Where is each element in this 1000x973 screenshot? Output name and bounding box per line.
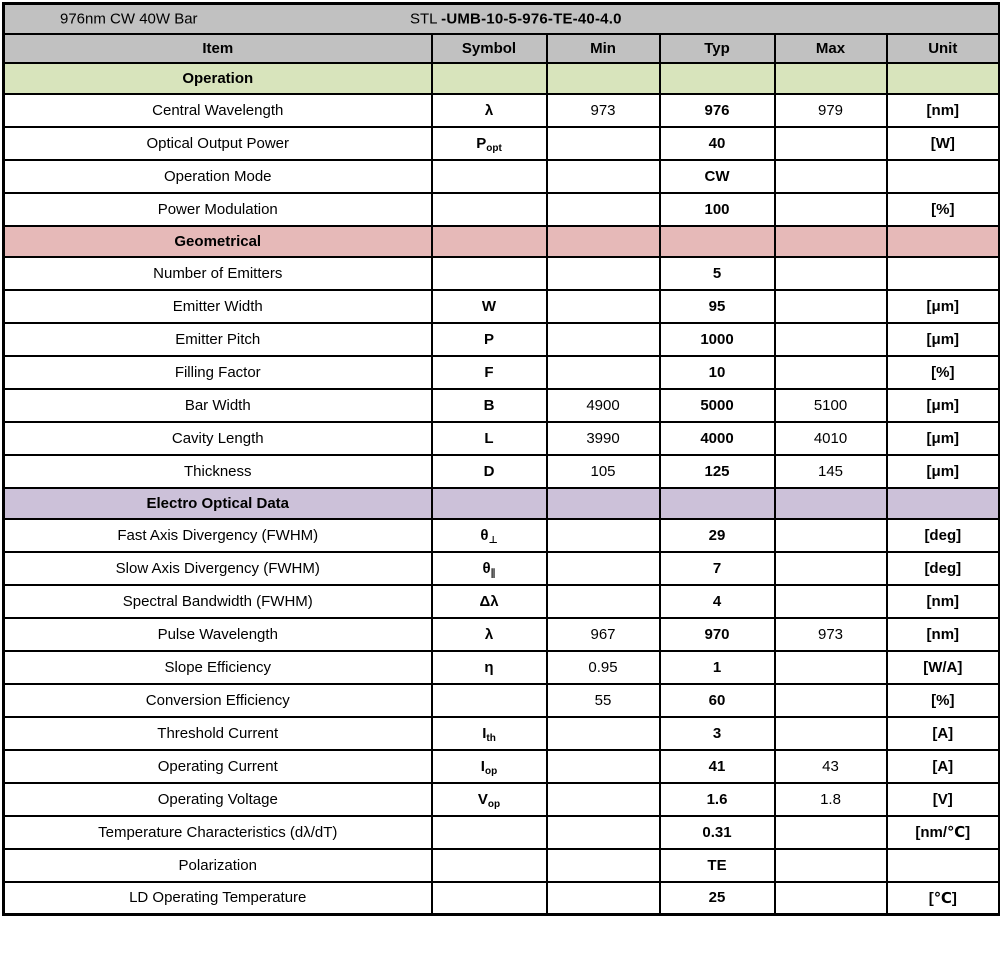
cell-item: Emitter Width bbox=[4, 290, 432, 323]
spec-row bbox=[4, 422, 1000, 455]
spec-row bbox=[4, 290, 1000, 323]
cell-item: Emitter Pitch bbox=[4, 323, 432, 356]
cell-item: LD Operating Temperature bbox=[4, 882, 432, 915]
cell-symbol bbox=[432, 160, 547, 193]
cell-item: Fast Axis Divergency (FWHM) bbox=[4, 519, 432, 552]
cell-min: 967 bbox=[547, 618, 660, 651]
cell-min bbox=[547, 519, 660, 552]
title-cell bbox=[4, 4, 1000, 34]
cell-symbol: λ bbox=[432, 618, 547, 651]
cell-min bbox=[547, 750, 660, 783]
cell-min bbox=[547, 323, 660, 356]
cell-symbol: D bbox=[432, 455, 547, 488]
cell-unit: [nm] bbox=[887, 585, 1000, 618]
cell-max bbox=[775, 651, 887, 684]
section-title: Electro Optical Data bbox=[4, 488, 432, 519]
cell-typ: 0.31 bbox=[660, 816, 775, 849]
cell-item: Central Wavelength bbox=[4, 94, 432, 127]
cell-unit: [W] bbox=[887, 127, 1000, 160]
spec-row bbox=[4, 257, 1000, 290]
cell-typ: 4 bbox=[660, 585, 775, 618]
cell-unit: [nm] bbox=[887, 618, 1000, 651]
cell-symbol: $I_{op}$ bbox=[432, 750, 547, 783]
cell-item: Number of Emitters bbox=[4, 257, 432, 290]
cell-typ: 970 bbox=[660, 618, 775, 651]
cell-typ: 4000 bbox=[660, 422, 775, 455]
cell-typ: TE bbox=[660, 849, 775, 882]
cell-typ: 41 bbox=[660, 750, 775, 783]
cell-item: Conversion Efficiency bbox=[4, 684, 432, 717]
cell-unit: [nm] bbox=[887, 94, 1000, 127]
section-empty-cell bbox=[775, 488, 887, 519]
cell-min bbox=[547, 585, 660, 618]
spec-row bbox=[4, 323, 1000, 356]
section-empty-cell bbox=[547, 488, 660, 519]
cell-unit bbox=[887, 160, 1000, 193]
cell-symbol: L bbox=[432, 422, 547, 455]
symbol-subscript: th bbox=[486, 732, 496, 744]
cell-typ: 976 bbox=[660, 94, 775, 127]
cell-max bbox=[775, 257, 887, 290]
cell-symbol bbox=[432, 882, 547, 915]
cell-unit: [μm] bbox=[887, 422, 1000, 455]
cell-typ: 29 bbox=[660, 519, 775, 552]
cell-typ: 40 bbox=[660, 127, 775, 160]
cell-item: Slope Efficiency bbox=[4, 651, 432, 684]
section-header-row bbox=[4, 63, 1000, 94]
section-empty-cell bbox=[887, 63, 1000, 94]
section-empty-cell bbox=[775, 63, 887, 94]
cell-unit: [nm/℃] bbox=[887, 816, 1000, 849]
cell-min bbox=[547, 882, 660, 915]
cell-symbol: $\theta_\parallel$ bbox=[432, 552, 547, 585]
symbol-subscript: op bbox=[487, 798, 501, 810]
cell-symbol: $V_{op}$ bbox=[432, 783, 547, 816]
cell-min: 0.95 bbox=[547, 651, 660, 684]
cell-unit: [μm] bbox=[887, 290, 1000, 323]
cell-typ: 10 bbox=[660, 356, 775, 389]
cell-max bbox=[775, 684, 887, 717]
cell-min: 3990 bbox=[547, 422, 660, 455]
cell-symbol bbox=[432, 684, 547, 717]
cell-symbol: λ bbox=[432, 94, 547, 127]
cell-symbol: B bbox=[432, 389, 547, 422]
section-empty-cell bbox=[432, 63, 547, 94]
cell-min bbox=[547, 552, 660, 585]
cell-typ: CW bbox=[660, 160, 775, 193]
cell-min bbox=[547, 160, 660, 193]
cell-max: 5100 bbox=[775, 389, 887, 422]
cell-max bbox=[775, 816, 887, 849]
cell-max bbox=[775, 356, 887, 389]
section-empty-cell bbox=[775, 226, 887, 257]
cell-unit: [%] bbox=[887, 193, 1000, 226]
cell-unit: [℃] bbox=[887, 882, 1000, 915]
cell-item: Polarization bbox=[4, 849, 432, 882]
cell-unit: [V] bbox=[887, 783, 1000, 816]
cell-typ: 7 bbox=[660, 552, 775, 585]
cell-min bbox=[547, 816, 660, 849]
cell-max: 973 bbox=[775, 618, 887, 651]
cell-symbol: Δλ bbox=[432, 585, 547, 618]
section-empty-cell bbox=[432, 488, 547, 519]
cell-max bbox=[775, 127, 887, 160]
cell-item: Thickness bbox=[4, 455, 432, 488]
cell-symbol: $\theta_\perp$ bbox=[432, 519, 547, 552]
cell-unit: [A] bbox=[887, 750, 1000, 783]
cell-symbol: F bbox=[432, 356, 547, 389]
cell-unit bbox=[887, 849, 1000, 882]
cell-item: Operating Voltage bbox=[4, 783, 432, 816]
section-empty-cell bbox=[660, 63, 775, 94]
cell-item: Temperature Characteristics (dλ/dT) bbox=[4, 816, 432, 849]
symbol-subscript: ∥ bbox=[490, 567, 496, 579]
spec-row bbox=[4, 816, 1000, 849]
cell-item: Power Modulation bbox=[4, 193, 432, 226]
spec-row bbox=[4, 356, 1000, 389]
cell-min bbox=[547, 717, 660, 750]
spec-row bbox=[4, 94, 1000, 127]
cell-symbol: η bbox=[432, 651, 547, 684]
cell-unit bbox=[887, 257, 1000, 290]
cell-max bbox=[775, 882, 887, 915]
cell-unit: [W/A] bbox=[887, 651, 1000, 684]
spec-row bbox=[4, 455, 1000, 488]
cell-max bbox=[775, 717, 887, 750]
cell-unit: [%] bbox=[887, 684, 1000, 717]
spec-row bbox=[4, 717, 1000, 750]
cell-unit: [%] bbox=[887, 356, 1000, 389]
cell-symbol: W bbox=[432, 290, 547, 323]
spec-row bbox=[4, 849, 1000, 882]
spec-row bbox=[4, 519, 1000, 552]
spec-row bbox=[4, 552, 1000, 585]
column-header-typ: Typ bbox=[660, 34, 775, 63]
cell-typ: 95 bbox=[660, 290, 775, 323]
cell-max: 1.8 bbox=[775, 783, 887, 816]
cell-symbol bbox=[432, 816, 547, 849]
cell-min bbox=[547, 849, 660, 882]
spec-row bbox=[4, 651, 1000, 684]
cell-symbol bbox=[432, 257, 547, 290]
cell-item: Pulse Wavelength bbox=[4, 618, 432, 651]
cell-min: 105 bbox=[547, 455, 660, 488]
section-empty-cell bbox=[887, 488, 1000, 519]
symbol-subscript: op bbox=[484, 765, 498, 777]
spec-row bbox=[4, 783, 1000, 816]
cell-max: 4010 bbox=[775, 422, 887, 455]
cell-max bbox=[775, 849, 887, 882]
section-title: Geometrical bbox=[4, 226, 432, 257]
cell-typ: 1 bbox=[660, 651, 775, 684]
cell-max: 43 bbox=[775, 750, 887, 783]
section-empty-cell bbox=[547, 63, 660, 94]
cell-max bbox=[775, 519, 887, 552]
section-empty-cell bbox=[660, 488, 775, 519]
cell-symbol: $I_{th}$ bbox=[432, 717, 547, 750]
model-prefix: STL bbox=[410, 10, 442, 28]
cell-typ: 100 bbox=[660, 193, 775, 226]
spec-row bbox=[4, 585, 1000, 618]
cell-max bbox=[775, 552, 887, 585]
model-number bbox=[410, 10, 622, 27]
cell-min: 55 bbox=[547, 684, 660, 717]
cell-item: Cavity Length bbox=[4, 422, 432, 455]
spec-row bbox=[4, 127, 1000, 160]
cell-typ: 5000 bbox=[660, 389, 775, 422]
spec-table bbox=[2, 2, 1000, 916]
column-header-row bbox=[4, 34, 1000, 63]
cell-symbol: P bbox=[432, 323, 547, 356]
section-title: Operation bbox=[4, 63, 432, 94]
cell-typ: 1.6 bbox=[660, 783, 775, 816]
cell-min bbox=[547, 127, 660, 160]
cell-min: 4900 bbox=[547, 389, 660, 422]
cell-max: 979 bbox=[775, 94, 887, 127]
cell-max bbox=[775, 323, 887, 356]
column-header-max: Max bbox=[775, 34, 887, 63]
symbol-subscript: ⊥ bbox=[488, 534, 498, 546]
column-header-symbol: Symbol bbox=[432, 34, 547, 63]
cell-typ: 1000 bbox=[660, 323, 775, 356]
spec-row bbox=[4, 618, 1000, 651]
section-header-row bbox=[4, 226, 1000, 257]
spec-row bbox=[4, 750, 1000, 783]
spec-row bbox=[4, 684, 1000, 717]
cell-min bbox=[547, 783, 660, 816]
spec-row bbox=[4, 160, 1000, 193]
section-header-row bbox=[4, 488, 1000, 519]
cell-unit: [μm] bbox=[887, 323, 1000, 356]
cell-max bbox=[775, 290, 887, 323]
cell-symbol bbox=[432, 193, 547, 226]
cell-item: Spectral Bandwidth (FWHM) bbox=[4, 585, 432, 618]
symbol-subscript: opt bbox=[486, 142, 502, 154]
column-header-unit: Unit bbox=[887, 34, 1000, 63]
section-empty-cell bbox=[660, 226, 775, 257]
cell-item: Filling Factor bbox=[4, 356, 432, 389]
cell-typ: 25 bbox=[660, 882, 775, 915]
cell-symbol bbox=[432, 849, 547, 882]
spec-table-body bbox=[4, 63, 1000, 915]
spec-row bbox=[4, 389, 1000, 422]
cell-unit: [deg] bbox=[887, 519, 1000, 552]
cell-item: Threshold Current bbox=[4, 717, 432, 750]
cell-unit: [A] bbox=[887, 717, 1000, 750]
cell-unit: [deg] bbox=[887, 552, 1000, 585]
cell-min bbox=[547, 257, 660, 290]
cell-symbol: $P_{opt}$ bbox=[432, 127, 547, 160]
spec-row bbox=[4, 882, 1000, 915]
title-row bbox=[4, 4, 1000, 34]
section-empty-cell bbox=[432, 226, 547, 257]
cell-max bbox=[775, 585, 887, 618]
product-name: 976nm CW 40W Bar bbox=[60, 10, 198, 28]
cell-max bbox=[775, 160, 887, 193]
column-header-min: Min bbox=[547, 34, 660, 63]
model-code: -UMB-10-5-976-TE-40-4.0 bbox=[441, 10, 622, 28]
cell-item: Optical Output Power bbox=[4, 127, 432, 160]
cell-item: Bar Width bbox=[4, 389, 432, 422]
cell-typ: 125 bbox=[660, 455, 775, 488]
cell-min: 973 bbox=[547, 94, 660, 127]
cell-typ: 5 bbox=[660, 257, 775, 290]
cell-min bbox=[547, 356, 660, 389]
cell-typ: 3 bbox=[660, 717, 775, 750]
cell-item: Operating Current bbox=[4, 750, 432, 783]
cell-min bbox=[547, 193, 660, 226]
section-empty-cell bbox=[547, 226, 660, 257]
section-empty-cell bbox=[887, 226, 1000, 257]
spec-row bbox=[4, 193, 1000, 226]
cell-item: Slow Axis Divergency (FWHM) bbox=[4, 552, 432, 585]
column-header-item: Item bbox=[4, 34, 432, 63]
cell-min bbox=[547, 290, 660, 323]
cell-unit: [μm] bbox=[887, 455, 1000, 488]
cell-item: Operation Mode bbox=[4, 160, 432, 193]
cell-unit: [μm] bbox=[887, 389, 1000, 422]
cell-max: 145 bbox=[775, 455, 887, 488]
cell-max bbox=[775, 193, 887, 226]
cell-typ: 60 bbox=[660, 684, 775, 717]
